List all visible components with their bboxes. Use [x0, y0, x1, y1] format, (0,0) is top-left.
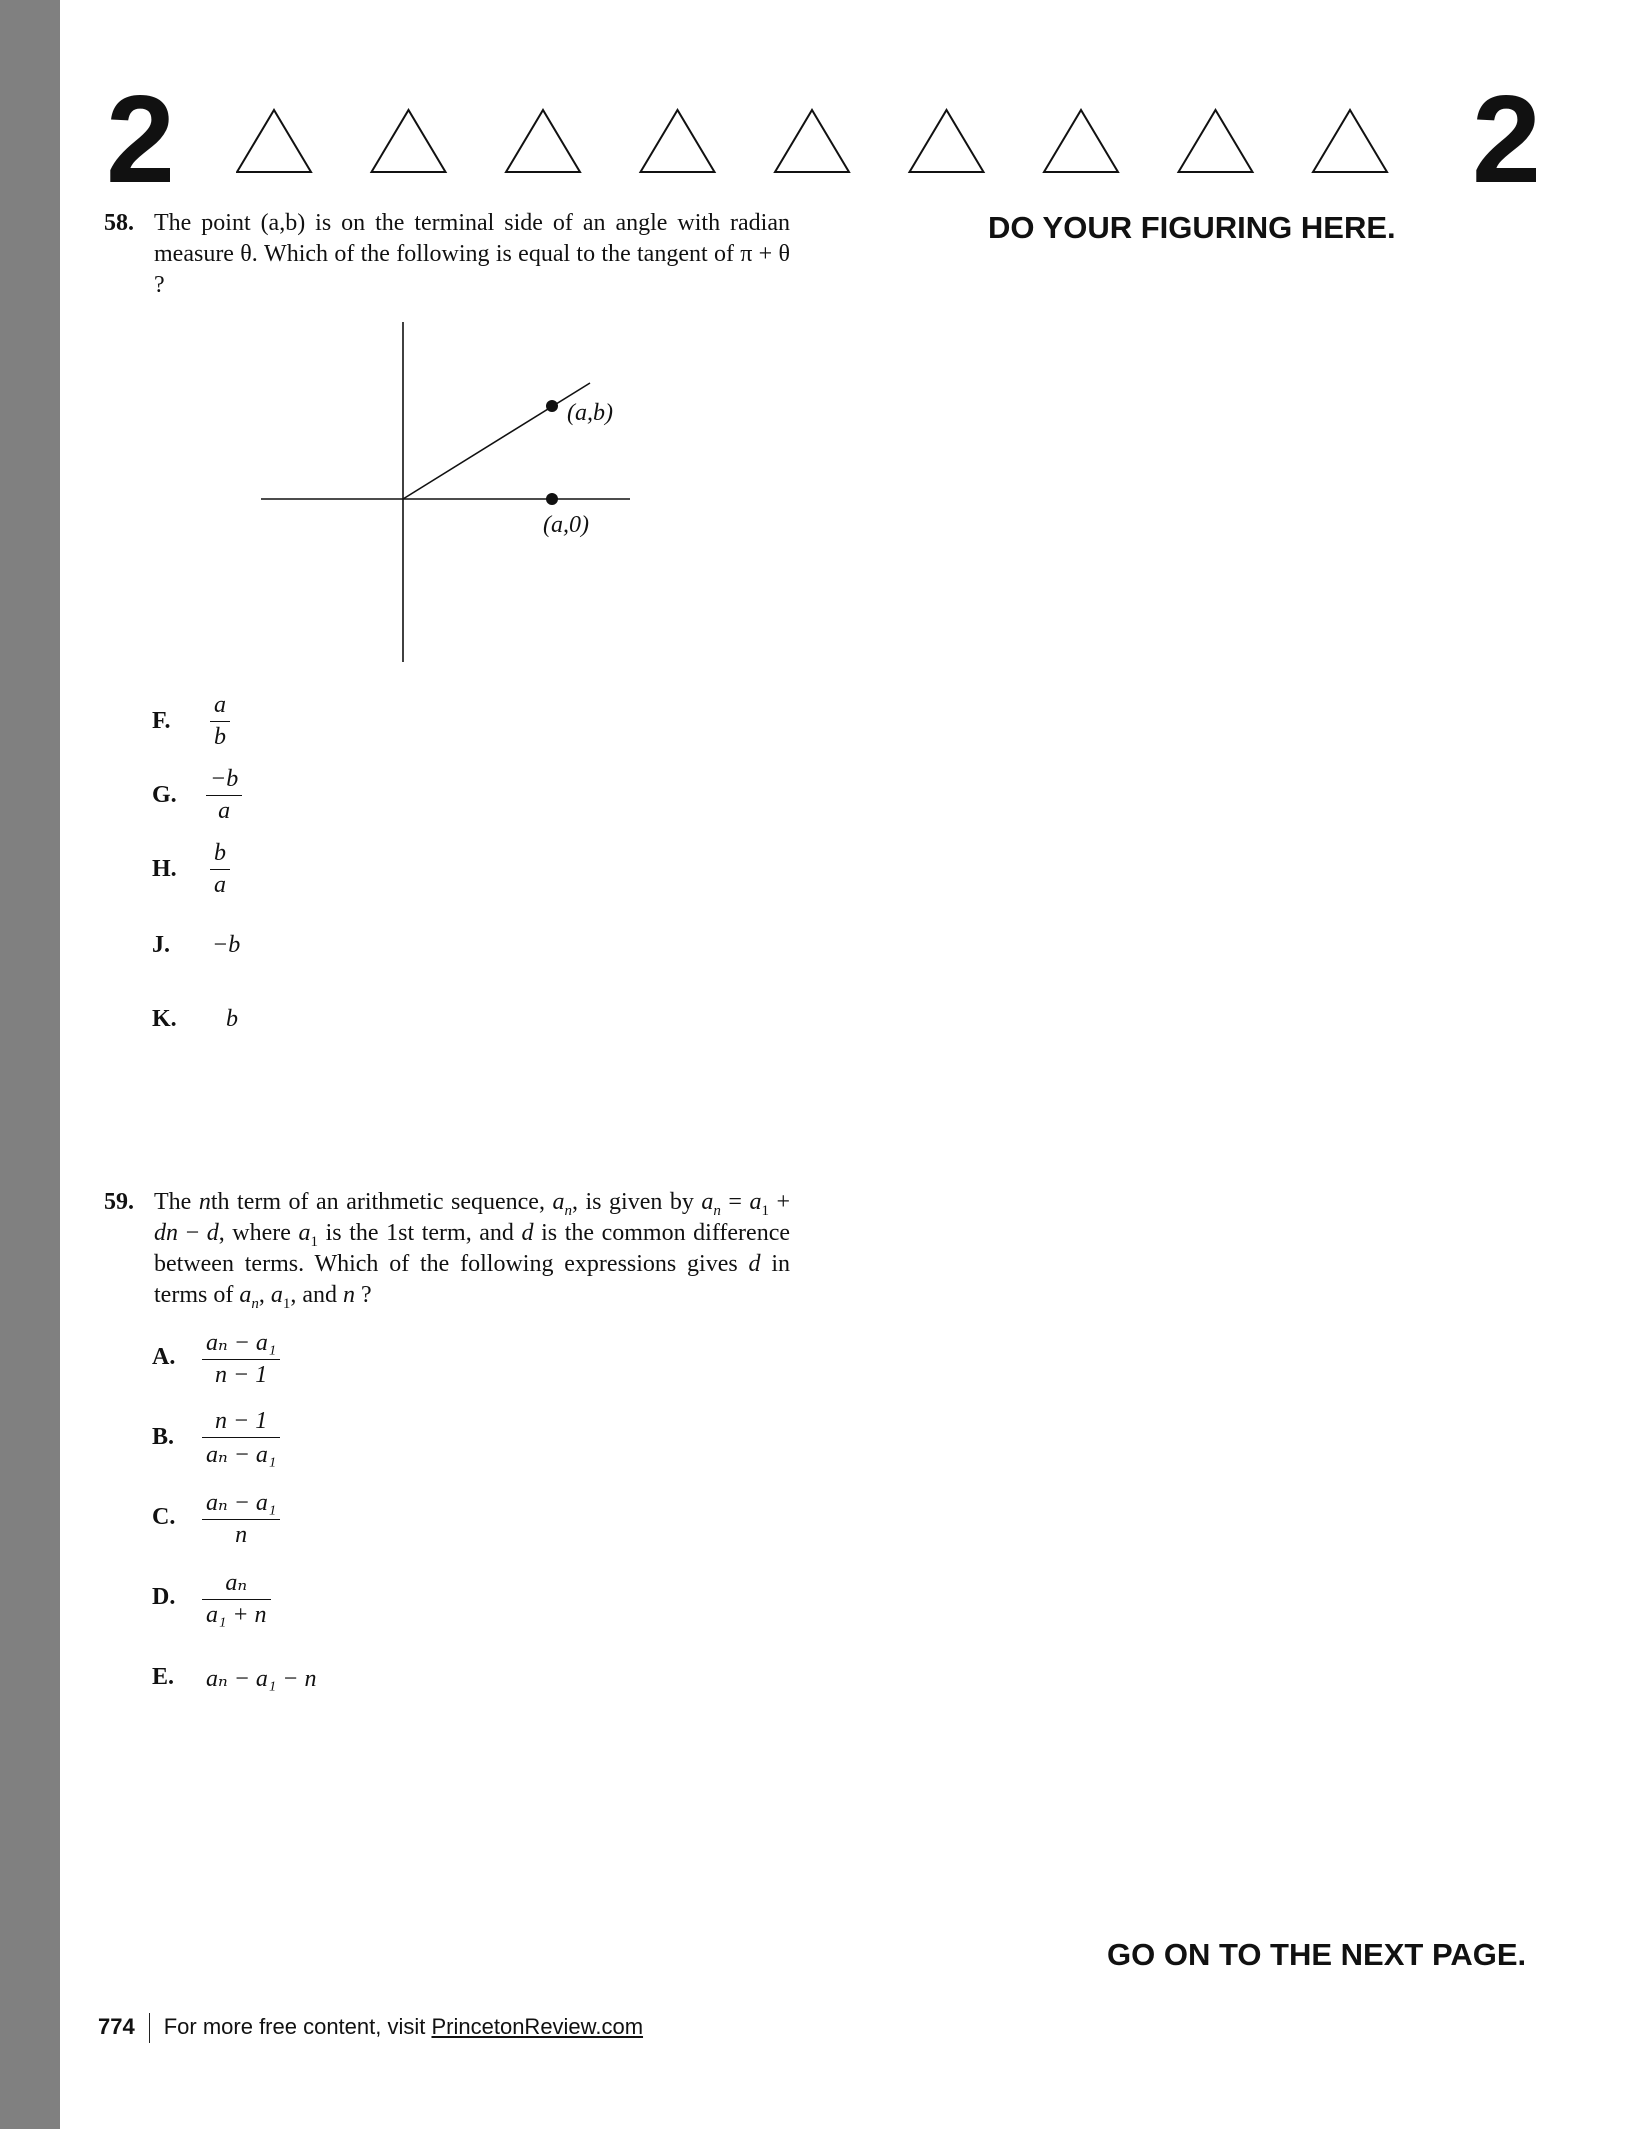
- denominator: n: [235, 1522, 248, 1548]
- choice-B-value: [202, 1408, 280, 1469]
- point-a0: [546, 493, 558, 505]
- section-triangle-icon: [1313, 110, 1387, 172]
- question-58: [104, 208, 790, 301]
- choice-letter: G.: [152, 782, 177, 808]
- denominator: a: [218, 798, 231, 824]
- denominator: n − 1: [215, 1362, 268, 1388]
- section-triangle-icon: [506, 110, 580, 172]
- section-triangle-icon: [1179, 110, 1253, 172]
- question-text: The nth term of an arithmetic sequence, $a_n$, is given by $a_n = a_1$ + dn − d, where $a_1$ is the 1st term, and d is the common difference between terms. Which of the following expressions gives d in terms of $a_n$, $a_1$, and n ?: [154, 1189, 791, 1312]
- choice-F-value: [210, 692, 230, 751]
- numerator: a: [210, 692, 230, 722]
- choice-letter: F.: [152, 708, 171, 734]
- choice-K-value: b: [226, 1006, 238, 1032]
- denominator: b: [214, 724, 226, 750]
- choice-letter: B.: [152, 1424, 175, 1450]
- section-triangle-icon: [641, 110, 715, 172]
- choice-C-value: [202, 1488, 280, 1549]
- choice-J-value: −b: [212, 932, 241, 958]
- denominator: a: [214, 872, 226, 898]
- terminal-ray: [403, 383, 590, 499]
- numerator: aₙ − a₁: [202, 1488, 280, 1520]
- question-text: The point (a,b) is on the terminal side of an angle with radian measure θ. Which of the following is equal to the tangent of π + θ ?: [154, 210, 790, 298]
- page-footer: [98, 2013, 643, 2043]
- footer-divider: [149, 2013, 150, 2043]
- choice-D-value: [202, 1568, 271, 1629]
- denominator: aₙ − a₁: [206, 1442, 277, 1468]
- section-number-right: 2: [1472, 71, 1539, 209]
- choice-letter: J.: [152, 932, 170, 958]
- numerator: aₙ: [202, 1568, 271, 1600]
- choice-A-value: [202, 1328, 280, 1389]
- question-number: 59.: [104, 1189, 134, 1215]
- numerator: aₙ − a₁: [202, 1328, 280, 1360]
- question-59: [104, 1187, 790, 1311]
- numerator: −b: [206, 766, 242, 796]
- section-triangle-icon: [910, 110, 984, 172]
- section-number-left: 2: [106, 71, 173, 209]
- choice-E-value: aₙ − a₁ − n: [206, 1666, 317, 1692]
- choice-letter: K.: [152, 1006, 177, 1032]
- princeton-review-link[interactable]: PrincetonReview.com: [431, 2013, 644, 2039]
- choice-G-value: [206, 766, 242, 825]
- go-on-next-page: GO ON TO THE NEXT PAGE.: [1107, 1937, 1527, 1972]
- point-ab: [546, 400, 558, 412]
- footer-text: For more free content, visit: [163, 2013, 432, 2039]
- section-triangle-icon: [1044, 110, 1118, 172]
- choice-letter: D.: [152, 1584, 176, 1610]
- numerator: b: [210, 840, 230, 870]
- numerator: n − 1: [202, 1408, 280, 1438]
- choice-letter: E.: [152, 1664, 175, 1690]
- section-triangles: [236, 106, 1396, 178]
- section-triangle-icon: [775, 110, 849, 172]
- section-triangle-icon: [372, 110, 446, 172]
- label-ab: (a,b): [567, 400, 613, 426]
- choice-H-value: [210, 840, 230, 899]
- section-triangle-icon: [237, 110, 311, 172]
- question-number: 58.: [104, 210, 134, 236]
- denominator: a₁ + n: [206, 1602, 267, 1628]
- choice-letter: H.: [152, 856, 177, 882]
- angle-figure: [250, 320, 640, 665]
- gray-margin-bar: [0, 0, 60, 2129]
- choice-letter: A.: [152, 1344, 176, 1370]
- choice-letter: C.: [152, 1504, 176, 1530]
- page-number: 774: [98, 2013, 135, 2039]
- label-a0: (a,0): [543, 512, 589, 538]
- figuring-label: DO YOUR FIGURING HERE.: [988, 210, 1396, 245]
